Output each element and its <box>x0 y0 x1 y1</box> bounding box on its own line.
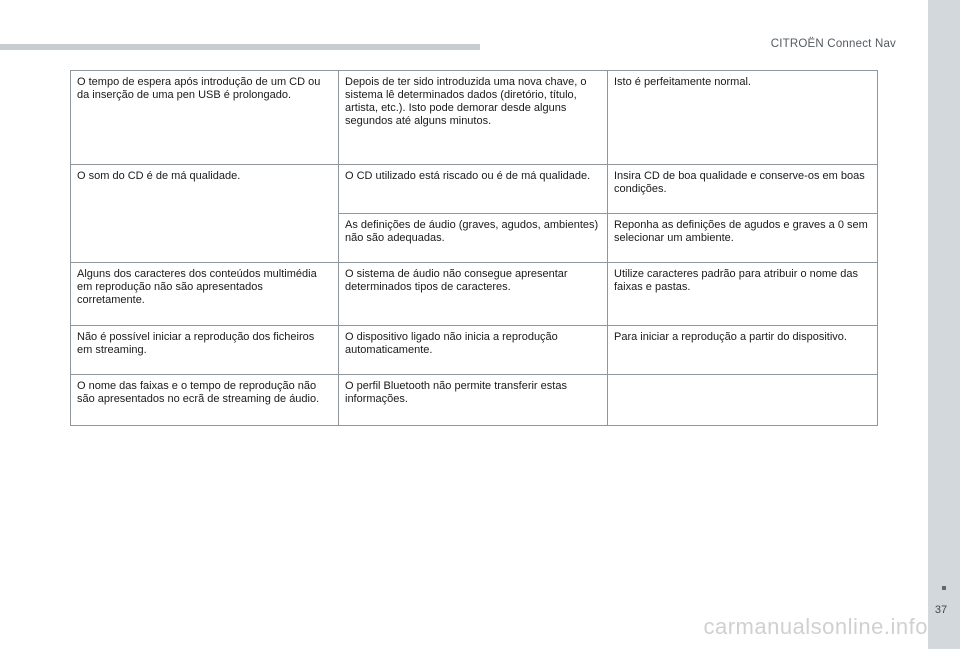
cause-cell: O CD utilizado está riscado ou é de má qualidade. <box>339 165 608 214</box>
table-row <box>71 326 878 375</box>
solution-cell: Para iniciar a reprodução a partir do dispositivo. <box>608 326 878 375</box>
solution-cell: Isto é perfeitamente normal. <box>608 71 878 165</box>
troubleshooting-table <box>70 70 878 426</box>
table-row <box>71 375 878 426</box>
page-number: 37 <box>934 604 948 616</box>
problem-cell: O tempo de espera após introdução de um CD ou da inserção de uma pen USB é prolongado. <box>71 71 339 165</box>
table-row <box>71 165 878 214</box>
watermark: carmanualsonline.info <box>703 614 928 639</box>
page-marker <box>942 586 946 590</box>
problem-cell: O nome das faixas e o tempo de reprodução não são apresentados no ecrã de streaming de áudio. <box>71 375 339 426</box>
document-title: CITROËN Connect Nav <box>770 38 896 50</box>
table-row <box>71 71 878 165</box>
solution-cell <box>608 375 878 426</box>
header-rule <box>0 44 480 50</box>
solution-cell: Utilize caracteres padrão para atribuir o nome das faixas e pastas. <box>608 263 878 326</box>
problem-cell: Não é possível iniciar a reprodução dos ficheiros em streaming. <box>71 326 339 375</box>
cause-cell: Depois de ter sido introduzida uma nova chave, o sistema lê determinados dados (diretório, título, artista, etc.). Isto pode demorar desde alguns segundos até alguns minutos. <box>339 71 608 165</box>
cause-cell: O perfil Bluetooth não permite transferir estas informações. <box>339 375 608 426</box>
cause-cell: As definições de áudio (graves, agudos, ambientes) não são adequadas. <box>339 214 608 263</box>
cause-cell: O dispositivo ligado não inicia a reprodução automaticamente. <box>339 326 608 375</box>
page-side-band <box>928 0 960 649</box>
problem-cell: O som do CD é de má qualidade. <box>71 165 339 263</box>
solution-cell: Reponha as definições de agudos e graves a 0 sem selecionar um ambiente. <box>608 214 878 263</box>
table-row <box>71 263 878 326</box>
problem-cell: Alguns dos caracteres dos conteúdos multimédia em reprodução não são apresentados corretamente. <box>71 263 339 326</box>
cause-cell: O sistema de áudio não consegue apresentar determinados tipos de caracteres. <box>339 263 608 326</box>
solution-cell: Insira CD de boa qualidade e conserve-os em boas condições. <box>608 165 878 214</box>
